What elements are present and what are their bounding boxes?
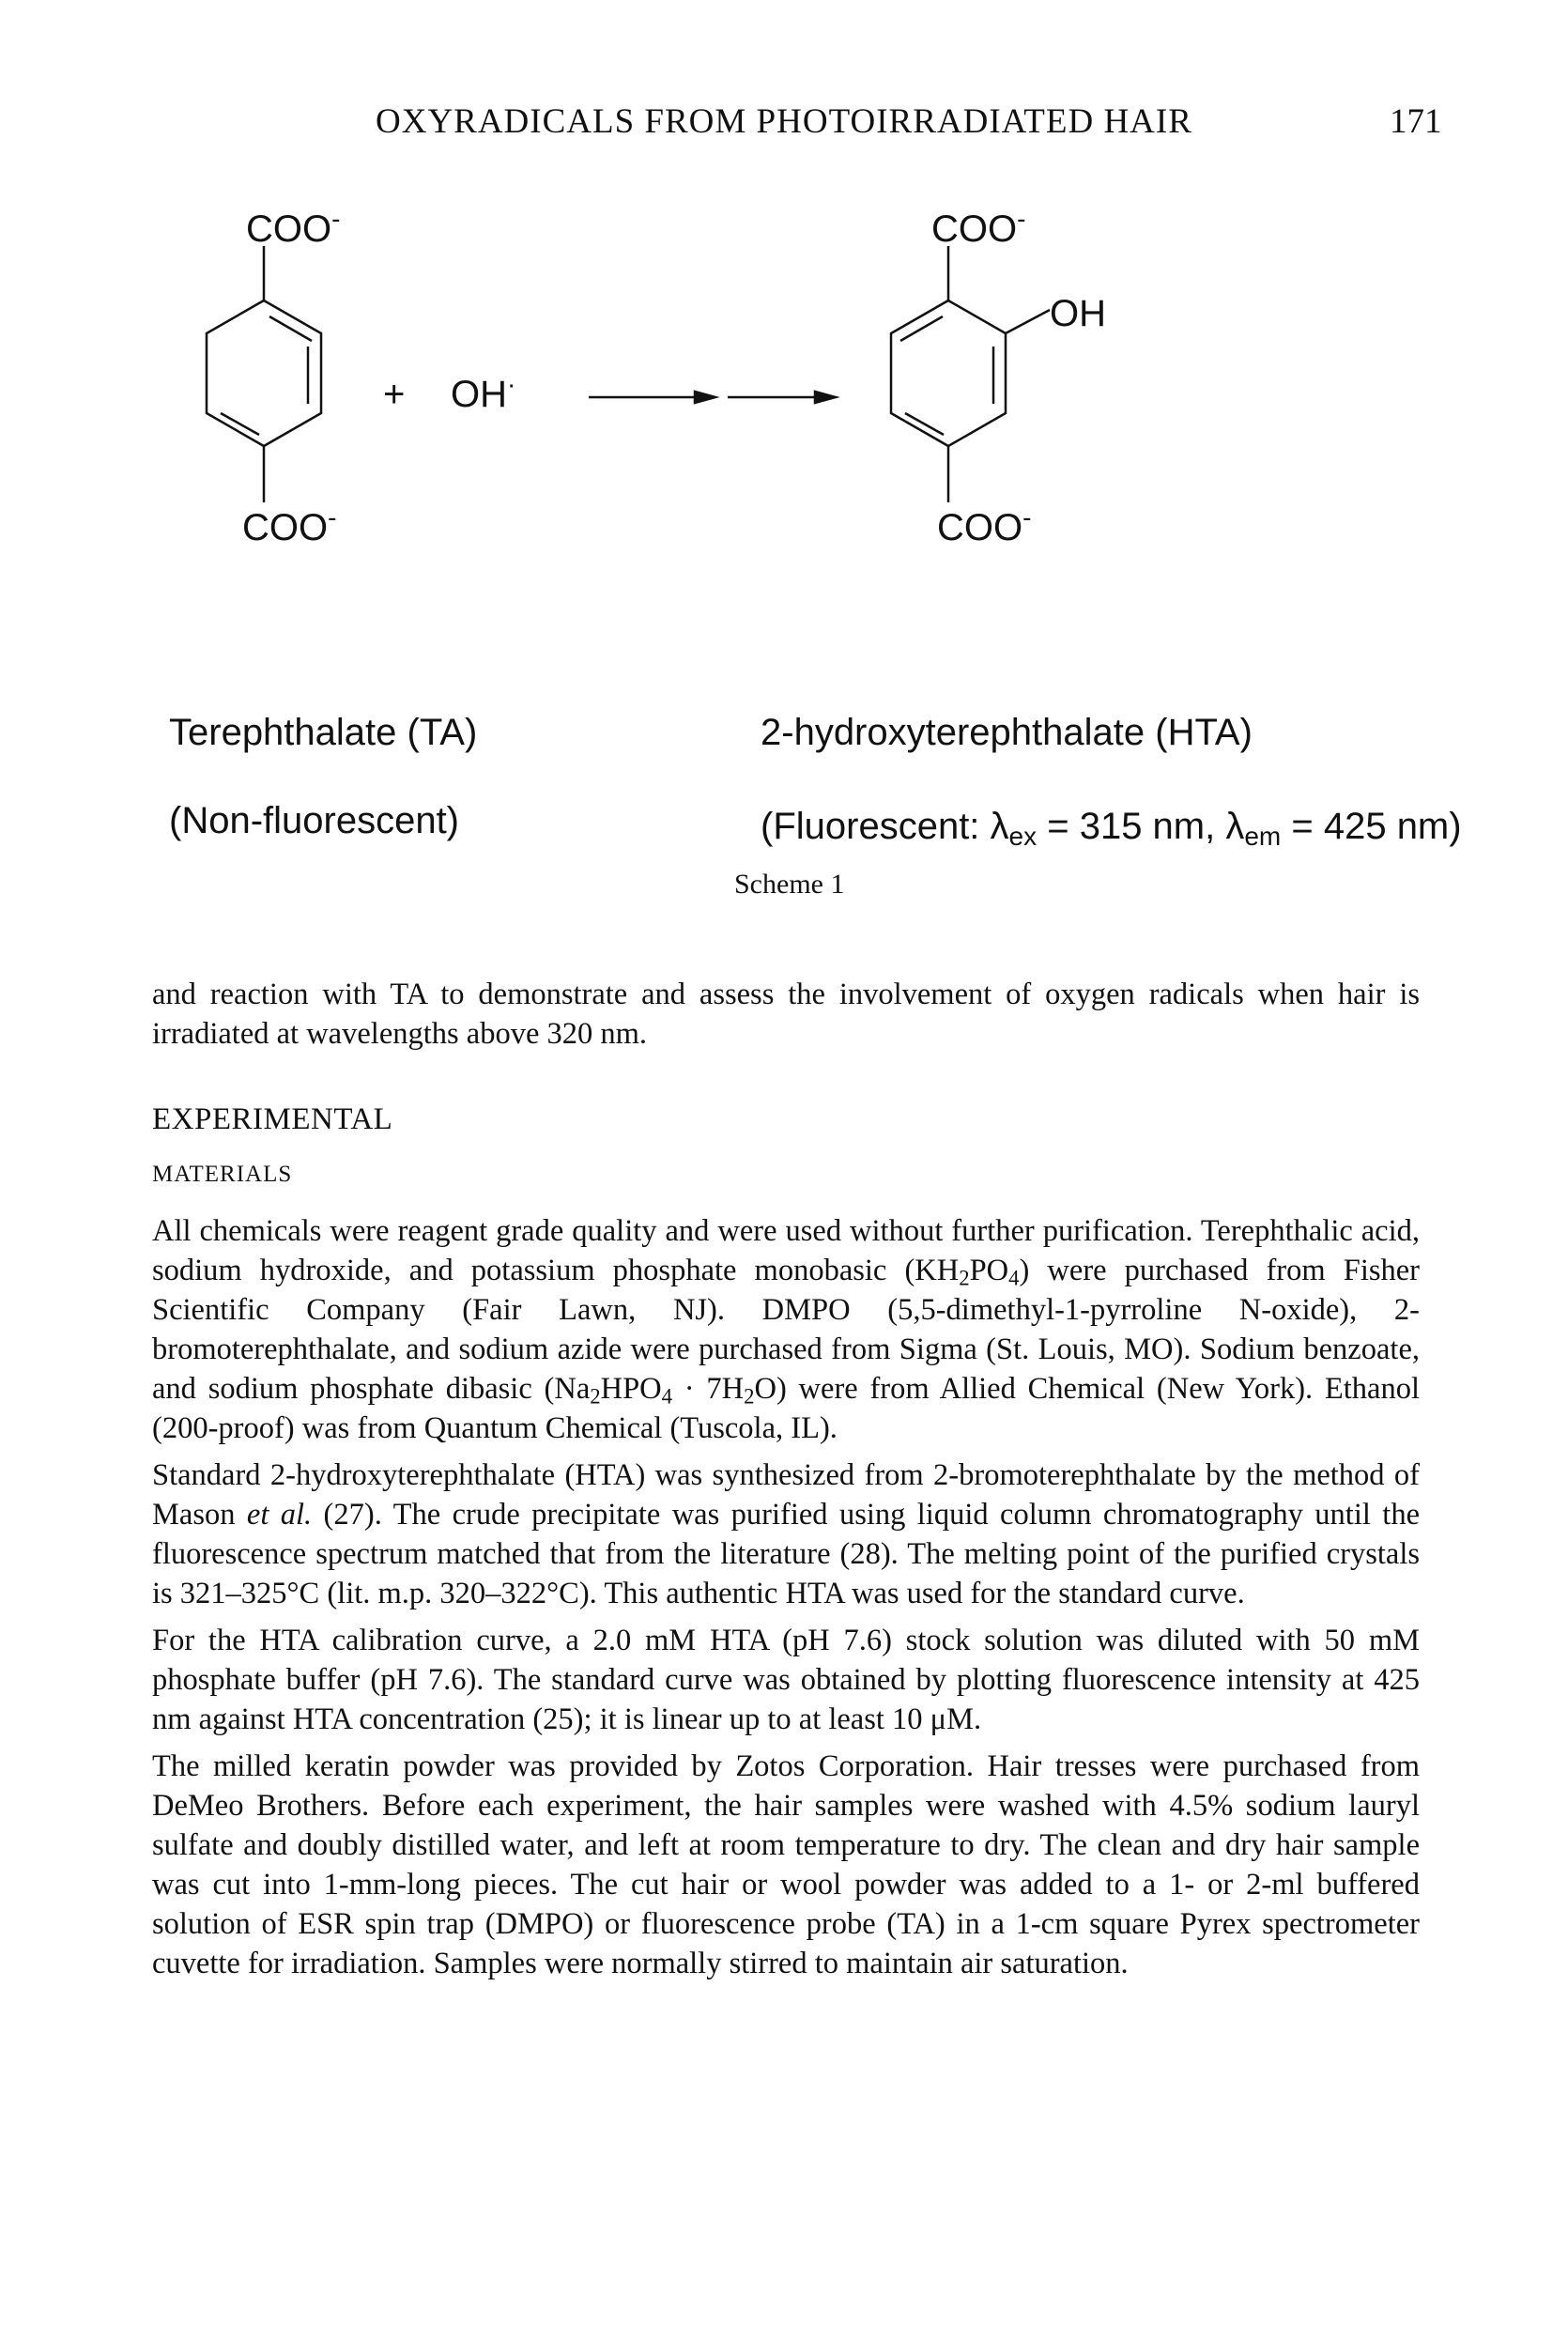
- plus-sign: +: [383, 374, 406, 415]
- paragraph-hair-samples: The milled keratin powder was provided by Zotos Corporation. Hair tresses were purchased from DeMeo Brothers. Before each experiment, the hair samples were washed with 4.5% sodium lauryl sulfate and doubly distilled water, and left at room temperature to dry. The clean and dry hair sample was cut into 1-mm-long pieces. The cut hair or wool powder was added to a 1- or 2-ml buffered solution of ESR spin trap (DMPO) or fluorescence probe (TA) in a 1-cm square Pyrex spectrometer cuvette for irradiation. Samples were normally stirred to maintain air saturation.: [152, 1749, 1420, 1980]
- hta-property-label: (Fluorescent: $\lambda_{ex} = 315$ nm, $\lambda_{em} = 425$ nm): [761, 806, 1462, 851]
- right-top-carboxylate: COO-: [931, 204, 1026, 250]
- intro-paragraph: and reaction with TA to demonstrate and assess the involvement of oxygen radicals when hair is irradiated at wavelengths above 320 nm.: [152, 978, 1420, 1051]
- right-hydroxyl-bond: [1006, 310, 1050, 333]
- paragraph-hta-synthesis: Standard 2-hydroxyterephthalate (HTA) was synthesized from 2-bromoterephthalate by the method of Mason et al. (27). The crude precipitate was purified using liquid column chromatography until the fluorescence spectrum matched that from the literature (28). The melting point of the purified crystals is 321–325°C (lit. m.p. 320–322°C). This authentic HTA was used for the standard curve.: [152, 1458, 1420, 1610]
- section-heading: EXPERIMENTAL: [152, 1102, 393, 1136]
- reaction-scheme-diagram: [0, 0, 1568, 939]
- page-number: 171: [1390, 102, 1442, 141]
- scheme-caption: Scheme 1: [734, 869, 845, 900]
- hta-name-label: 2-hydroxyterephthalate (HTA): [761, 712, 1253, 753]
- right-hydroxyl-group: OH: [1050, 293, 1106, 334]
- subsection-heading: MATERIALS: [152, 1162, 293, 1187]
- reaction-arrow-1-head: [695, 392, 715, 403]
- reaction-arrow-2-head: [815, 392, 836, 403]
- right-bottom-carboxylate: COO-: [937, 502, 1032, 548]
- hydroxyl-radical: OH·: [451, 369, 516, 415]
- ta-name-label: Terephthalate (TA): [169, 712, 478, 753]
- ta-property-label: (Non-fluorescent): [169, 800, 460, 841]
- running-title: OXYRADICALS FROM PHOTOIRRADIATED HAIR: [376, 102, 1192, 141]
- left-ring-double-bond-1: [269, 316, 312, 341]
- materials-body: [152, 1211, 1420, 1991]
- paragraph-calibration: For the HTA calibration curve, a 2.0 mM HTA (pH 7.6) stock solution was diluted with 50 mM phosphate buffer (pH 7.6). The standard curve was obtained by plotting fluorescence intensity at 425 nm against HTA concentration (25); it is linear up to at least 10 μM.: [152, 1624, 1420, 1736]
- right-ring-double-bond-1: [900, 316, 943, 341]
- right-benzene-ring: [891, 300, 1006, 446]
- paragraph-chemicals: All chemicals were reagent grade quality and were used without further purification. Terephthalic acid, sodium hydroxide, and potassium phosphate monobasic $(KH_2PO_4)$ were purchased from Fisher Scientific Company (Fair Lawn, NJ). DMPO (5,5-dimethyl-1-pyrroline N-oxide), 2-bromoterephthalate, and sodium azide were purchased from Sigma (St. Louis, MO). Sodium benzoate, and sodium phosphate dibasic $(Na_2HPO_4 \cdot 7H_2O)$ were from Allied Chemical (New York). Ethanol (200-proof) was from Quantum Chemical (Tuscola, IL).: [152, 1214, 1420, 1445]
- left-benzene-ring: [207, 300, 321, 446]
- left-top-carboxylate: COO-: [246, 204, 341, 250]
- left-bottom-carboxylate: COO-: [242, 502, 337, 548]
